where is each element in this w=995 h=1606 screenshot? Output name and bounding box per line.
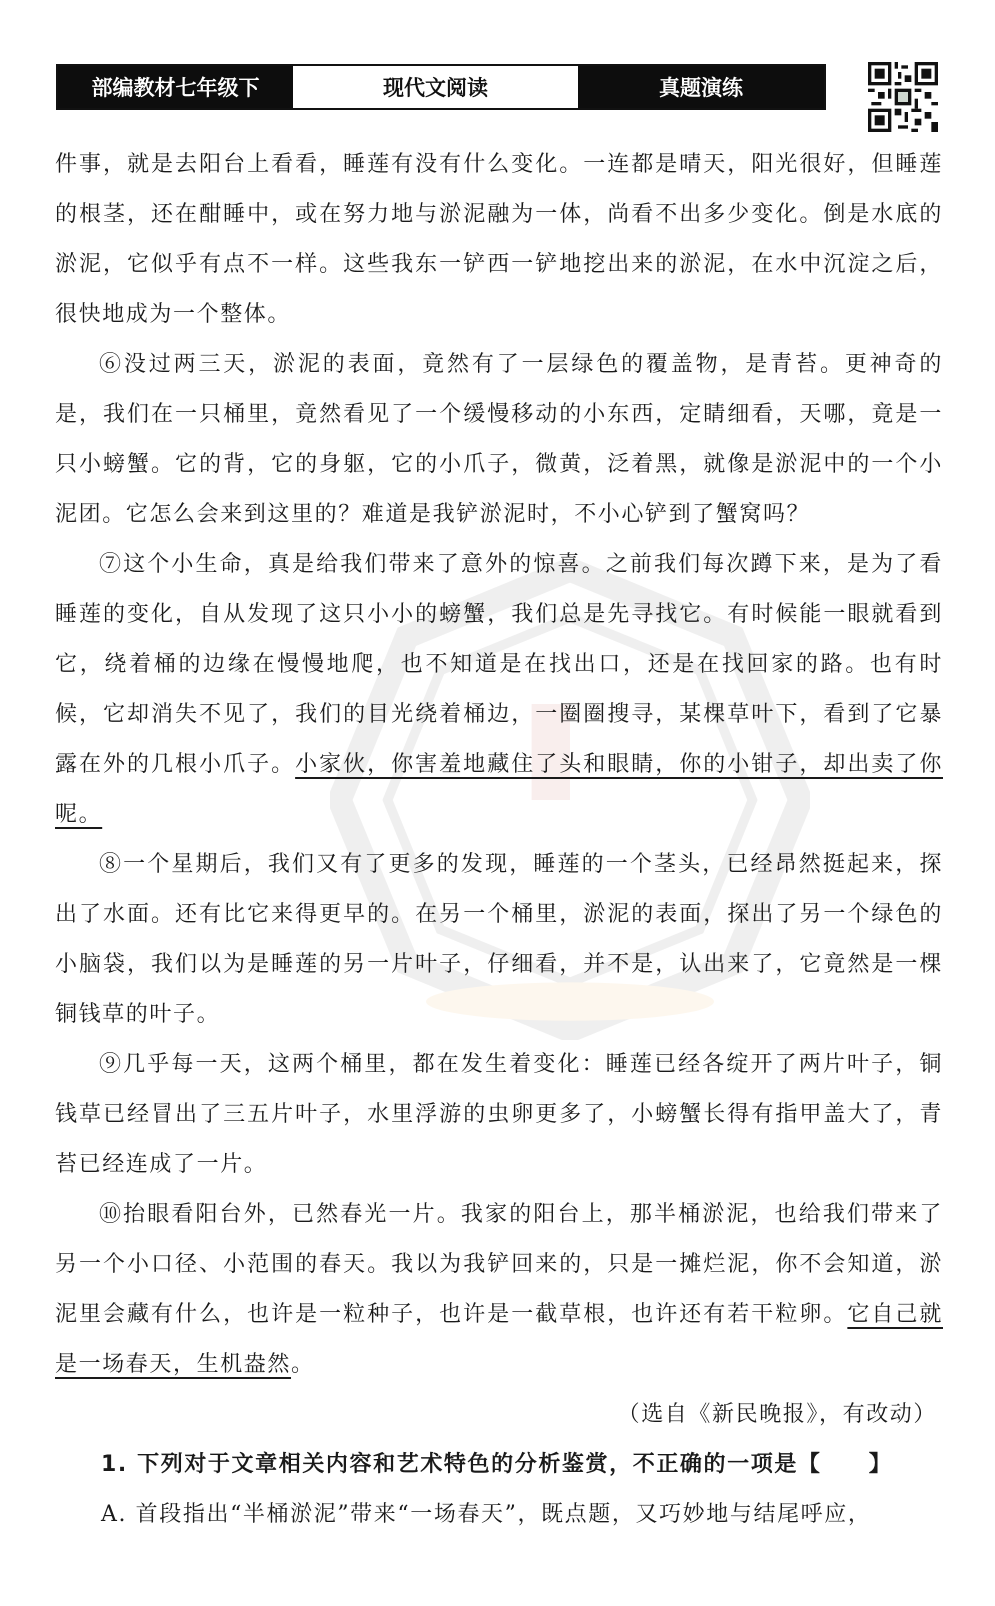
article-body	[55, 140, 943, 1540]
paragraph-10	[55, 1190, 943, 1390]
paragraph-8	[55, 840, 943, 1040]
underlined-sentence: 小家伙，你害羞地藏住了头和眼睛，你的小钳子，却出卖了你呢。	[55, 752, 943, 827]
question-stem: 1. 下列对于文章相关内容和艺术特色的分析鉴赏，不正确的一项是【 】	[101, 1452, 893, 1477]
paragraph-7	[55, 540, 943, 840]
underlined-sentence: 它自己就是一场春天，生机盎然	[55, 1302, 943, 1377]
paragraph-text: ⑥没过两三天，淤泥的表面，竟然有了一层绿色的覆盖物，是青苔。更神奇的是，我们在一只桶里，竟然看见了一个缓慢移动的小东西，定睛细看，天哪，竟是一只小螃蟹。它的背，它的身躯，它的小爪子，微黄，泛着黑，就像是淤泥中的一个小泥团。它怎么会来到这里的？难道是我铲淤泥时，不小心铲到了蟹窝吗？	[55, 352, 943, 527]
paragraph-text: 件事，就是去阳台上看看，睡莲有没有什么变化。一连都是晴天，阳光很好，但睡莲的根茎，还在酣睡中，或在努力地与淤泥融为一体，尚看不出多少变化。倒是水底的淤泥，它似乎有点不一样。这些我东一铲西一铲地挖出来的淤泥，在水中沉淀之后，很快地成为一个整体。	[55, 152, 943, 327]
qr-code-icon	[868, 62, 938, 132]
paragraph-text: ⑨几乎每一天，这两个桶里，都在发生着变化：睡莲已经各绽开了两片叶子，铜钱草已经冒出了三五片叶子，水里浮游的虫卵更多了，小螃蟹长得有指甲盖大了，青苔已经连成了一片。	[55, 1052, 943, 1177]
header-grade-label: 部编教材七年级下	[58, 66, 293, 108]
paragraph-text: ⑦这个小生命，真是给我们带来了意外的惊喜。之前我们每次蹲下来，是为了看睡莲的变化，自从发现了这只小小的螃蟹，我们总是先寻找它。有时候能一眼就看到它，绕着桶的边缘在慢慢地爬，也不知道是在找出口，还是在找回家的路。也有时候，它却消失不见了，我们的目光绕着桶边，一圈圈搜寻，某棵草叶下，看到了它暴露在外的几根小爪子。	[55, 552, 943, 777]
header-practice-label: 真题演练	[578, 66, 824, 108]
article-source: （选自《新民晚报》，有改动）	[617, 1402, 937, 1427]
paragraph-continued	[55, 140, 943, 340]
paragraph-6	[55, 340, 943, 540]
question-option-a: A. 首段指出“半桶淤泥”带来“一场春天”，既点题，又巧妙地与结尾呼应，	[101, 1502, 872, 1527]
paragraph-end-punct: 。	[291, 1352, 315, 1377]
paragraph-text: ⑧一个星期后，我们又有了更多的发现，睡莲的一个茎头，已经昂然挺起来，探出了水面。还有比它来得更早的。在另一个桶里，淤泥的表面，探出了另一个绿色的小脑袋，我们以为是睡莲的另一片叶子，仔细看，并不是，认出来了，它竟然是一棵铜钱草的叶子。	[55, 852, 943, 1027]
paragraph-text: ⑩抬眼看阳台外，已然春光一片。我家的阳台上，那半桶淤泥，也给我们带来了另一个小口径、小范围的春天。我以为我铲回来的，只是一摊烂泥，你不会知道，淤泥里会藏有什么，也许是一粒种子，也许是一截草根，也许还有若干粒卵。	[55, 1202, 943, 1327]
header-section-label: 现代文阅读	[293, 66, 578, 108]
paragraph-9	[55, 1040, 943, 1190]
header-bar	[56, 64, 826, 110]
